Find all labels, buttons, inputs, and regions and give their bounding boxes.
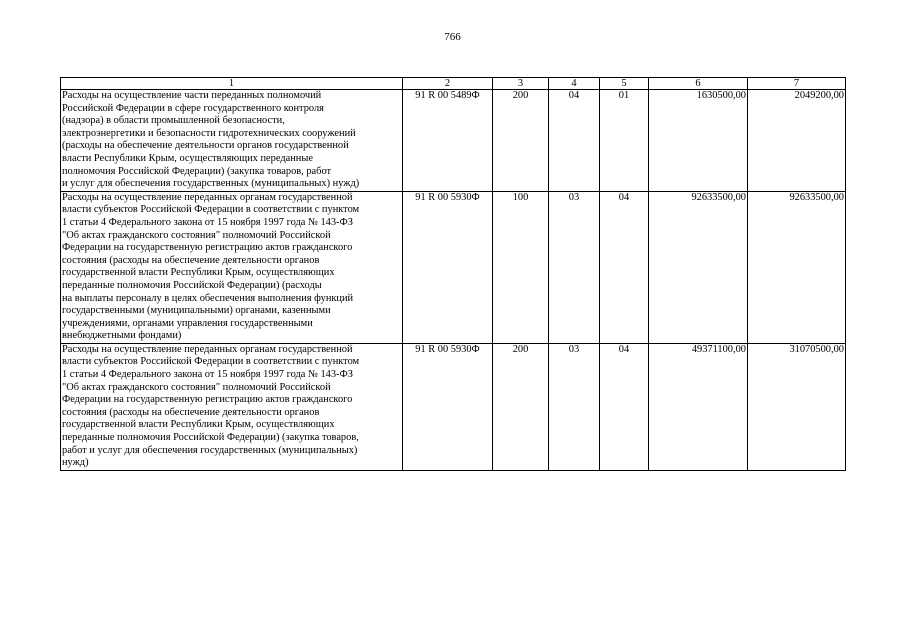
row-section: 03 [549,343,600,470]
row-subsection: 01 [600,90,649,192]
row-description: Расходы на осуществление переданных органам государственной власти субъектов Российской Федерации в соответствии с пунктом 1 статьи 4 Федерального закона от 15 ноября 1997 года № 143-ФЗ "Об актах гражданского состояния" полномочий Российской Федерации на государственную регистрацию актов гражданского состояния (расходы на обеспечение деятельности органов государственной власти Республики Крым, осуществляющих переданные полномочия Российской Федерации) (закупка товаров, работ и услуг для обеспечения государственных (муниципальных) нужд) [61,343,403,470]
row-subsection: 04 [600,191,649,343]
row-amount-col6: 92633500,00 [649,191,748,343]
row-amount-col6: 49371100,00 [649,343,748,470]
row-target-code: 91 R 00 5930Ф [403,343,493,470]
table-header [61,78,846,90]
header-row [61,78,846,90]
row-target-code: 91 R 00 5489Ф [403,90,493,192]
table-row [61,343,846,470]
header-col-2: 2 [403,78,493,90]
budget-table [60,77,846,471]
table-row [61,90,846,192]
row-description: Расходы на осуществление переданных органам государственной власти субъектов Российской Федерации в соответствии с пунктом 1 статьи 4 Федерального закона от 15 ноября 1997 года № 143-ФЗ "Об актах гражданского состояния" полномочий Российской Федерации на государственную регистрацию актов гражданского состояния (расходы на обеспечение деятельности органов государственной власти Республики Крым, осуществляющих переданные полномочия Российской Федерации) (расходы на выплаты персоналу в целях обеспечения выполнения функций государственными (муниципальными) органами, казенными учреждениями, органами управления государственными внебюджетными фондами) [61,191,403,343]
row-section: 03 [549,191,600,343]
row-amount-col7: 92633500,00 [748,191,846,343]
page-number: 766 [444,31,461,43]
row-section: 04 [549,90,600,192]
row-amount-col7: 2049200,00 [748,90,846,192]
row-subsection: 04 [600,343,649,470]
table-body [61,90,846,471]
header-col-4: 4 [549,78,600,90]
row-amount-col6: 1630500,00 [649,90,748,192]
header-col-3: 3 [493,78,549,90]
header-col-5: 5 [600,78,649,90]
row-amount-col7: 31070500,00 [748,343,846,470]
row-expense-type: 100 [493,191,549,343]
row-expense-type: 200 [493,343,549,470]
header-col-6: 6 [649,78,748,90]
row-description: Расходы на осуществление части переданных полномочий Российской Федерации в сфере государственного контроля (надзора) в области промышленной безопасности, электроэнергетики и безопасности гидротехнических сооружений (расходы на обеспечение деятельности органов государственной власти Республики Крым, осуществляющих переданные полномочия Российской Федерации) (закупка товаров, работ и услуг для обеспечения государственных (муниципальных) нужд) [61,90,403,192]
row-expense-type: 200 [493,90,549,192]
header-col-7: 7 [748,78,846,90]
table-row [61,191,846,343]
header-col-1: 1 [61,78,403,90]
row-target-code: 91 R 00 5930Ф [403,191,493,343]
